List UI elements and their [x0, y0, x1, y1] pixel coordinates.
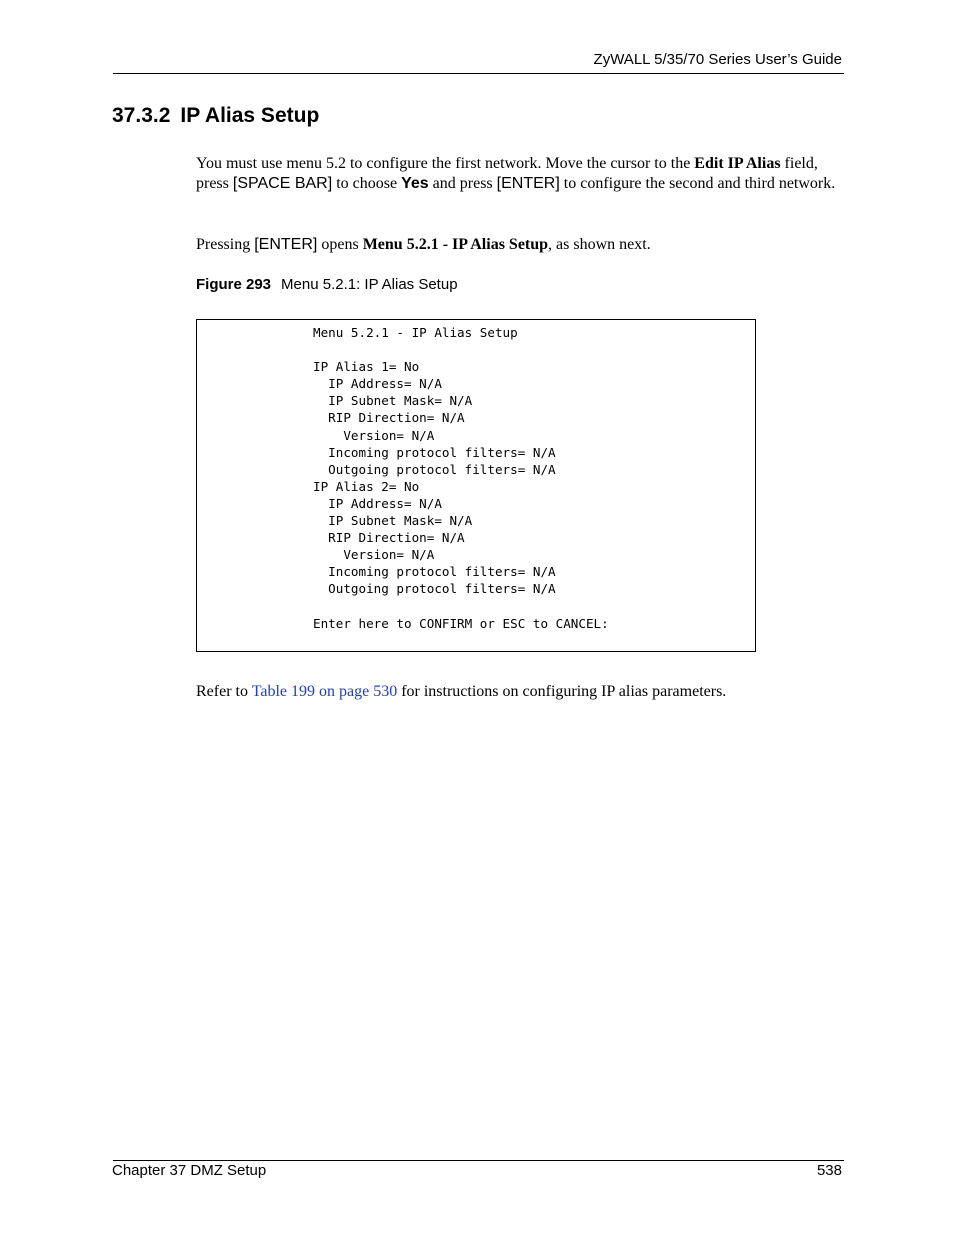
- table-reference-link[interactable]: Table 199 on page 530: [251, 683, 398, 700]
- screen-line: Incoming protocol filters= N/A: [313, 564, 556, 580]
- text-run: to choose: [332, 175, 402, 192]
- footer-rule: [113, 1160, 844, 1161]
- screen-line: IP Alias 1= No: [313, 359, 420, 375]
- figure-caption-text: Menu 5.2.1: IP Alias Setup: [281, 276, 458, 293]
- pressing-enter-paragraph: [196, 235, 836, 255]
- text-run: Pressing: [196, 236, 255, 253]
- text-run: for instructions on configuring IP alias parameters.: [397, 683, 727, 700]
- screen-line: Enter here to CONFIRM or ESC to CANCEL:: [313, 615, 609, 631]
- screen-line: Outgoing protocol filters= N/A: [313, 581, 556, 597]
- option-name: Yes: [401, 175, 429, 192]
- screen-line: Incoming protocol filters= N/A: [313, 444, 556, 460]
- intro-paragraph: [196, 154, 836, 194]
- footer-chapter: Chapter 37 DMZ Setup: [112, 1162, 267, 1179]
- section-title: [112, 104, 319, 128]
- footer-page-number: 538: [816, 1162, 842, 1179]
- text-run: Refer to: [196, 683, 252, 700]
- section-number: 37.3.2: [112, 104, 171, 127]
- screen-line: IP Address= N/A: [313, 495, 442, 511]
- screen-line: RIP Direction= N/A: [313, 530, 465, 546]
- text-run: You must use menu 5.2 to configure the first network. Move the cursor to the: [196, 155, 695, 172]
- text-run: field, press: [196, 155, 818, 192]
- text-run: to configure the second and third network.: [559, 175, 836, 192]
- key-name: [ENTER]: [254, 236, 318, 253]
- terminal-screen-figure: [196, 319, 756, 652]
- text-run: and press: [428, 175, 497, 192]
- screen-line: Menu 5.2.1 - IP Alias Setup: [313, 325, 518, 340]
- key-name: [ENTER]: [496, 175, 560, 192]
- figure-label: Figure 293: [196, 276, 272, 293]
- text-run: opens: [317, 236, 363, 253]
- text-run: , as shown next.: [548, 236, 651, 253]
- key-name: [SPACE BAR]: [232, 175, 333, 192]
- field-name: Edit IP Alias: [694, 155, 781, 172]
- screen-line: Version= N/A: [313, 547, 435, 563]
- section-title-text: IP Alias Setup: [180, 104, 320, 127]
- menu-name: Menu 5.2.1 - IP Alias Setup: [362, 236, 549, 253]
- screen-line: Outgoing protocol filters= N/A: [313, 461, 556, 477]
- screen-line: IP Alias 2= No: [313, 478, 420, 494]
- figure-caption: [196, 276, 458, 293]
- header-rule: [113, 73, 844, 74]
- screen-line: IP Subnet Mask= N/A: [313, 393, 473, 409]
- refer-paragraph: [196, 682, 836, 702]
- screen-line: RIP Direction= N/A: [313, 410, 465, 426]
- screen-line: Version= N/A: [313, 427, 435, 443]
- screen-line: IP Address= N/A: [313, 376, 442, 392]
- screen-line: IP Subnet Mask= N/A: [313, 513, 473, 529]
- terminal-screen-text: [313, 324, 609, 632]
- running-header: ZyWALL 5/35/70 Series User’s Guide: [593, 51, 842, 68]
